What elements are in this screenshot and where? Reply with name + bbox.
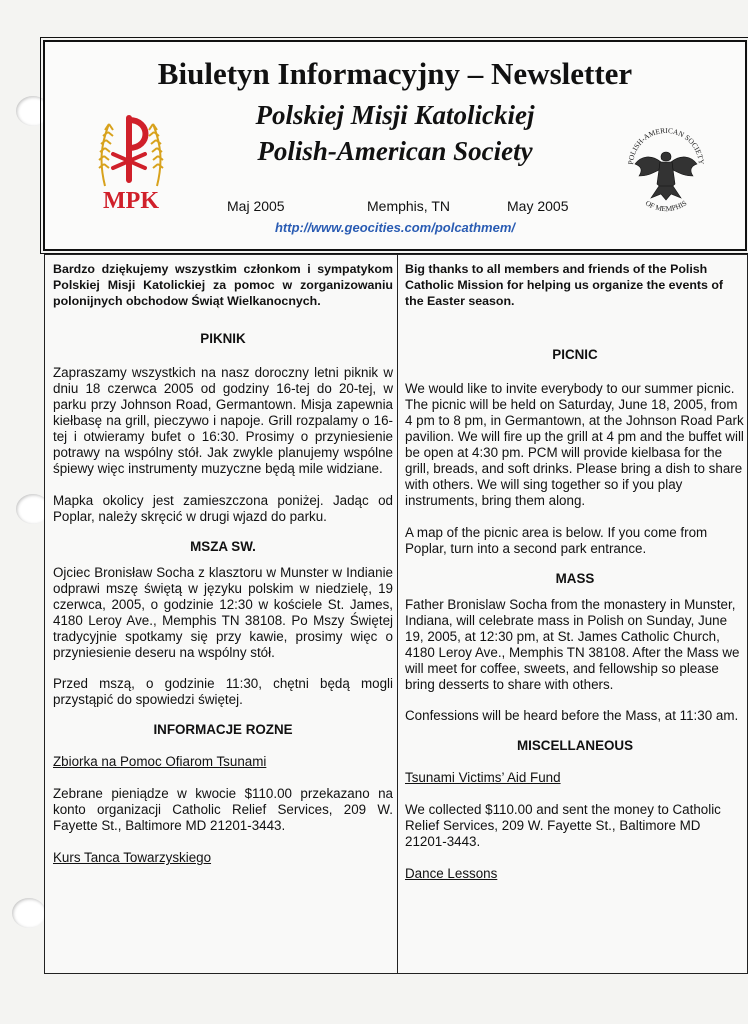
issue-date-english: May 2005 [507, 198, 569, 214]
polish-column [53, 261, 393, 866]
intro-text: Big thanks to all members and friends of the Polish Catholic Mission for helping us organize the events of the Easter season. [405, 262, 724, 308]
mass-text: Father Bronislaw Socha from the monastery in Munster, Indiana, will celebrate mass in Polish on Sunday, June 19, 2005, at 12:30 pm, at St. James Catholic Church, 4180 Leroy Ave., Memphis TN 38108. After the Mass we will meet for coffee, sweets, and fellowship so please bring desserts to share with others. [405, 597, 740, 692]
tsunami-text: We collected $110.00 and sent the money to Catholic Relief Services, 209 W. Fayette St., Baltimore MD 21201-3443. [405, 802, 721, 849]
website-link[interactable]: http://www.geocities.com/polcathmem/ [274, 220, 516, 235]
column-divider [397, 255, 398, 973]
mass-text: Ojciec Bronisław Socha z klasztoru w Munster w Indianie odprawi mszę świętą w języku polskim w niedzielę, 19 czerwca, 2005, o godzinie 12:30 w kościele St. James, 4180 Leroy Ave., Memphis TN 38108. Po Mszy Świętej tradycyjnie spotkamy się przy kawie, prosimy więc o przyniesienie deseru na wspólny stół. [53, 565, 393, 660]
dance-title: Kurs Tanca Towarzyskiego [53, 850, 212, 865]
tsunami-text: Zebrane pieniądze w kwocie $110.00 przekazano na konto organizacji Catholic Relief Services, 209 W. Fayette St., Baltimore MD 21201-3443. [53, 786, 393, 833]
mass-heading: MSZA SW. [190, 539, 256, 554]
picnic-map-text: A map of the picnic area is below. If you come from Poplar, turn into a second park entrance. [405, 525, 708, 556]
mpk-logo [91, 110, 171, 214]
subtitle-polish: Polskiej Misji Katolickiej [255, 100, 535, 130]
issue-city: Memphis, TN [367, 198, 450, 214]
chi-rho-icon [113, 118, 146, 180]
mass-heading: MASS [555, 571, 595, 586]
dance-title: Dance Lessons [405, 866, 498, 881]
misc-heading: INFORMACJE ROZNE [153, 722, 293, 737]
picnic-heading: PIKNIK [200, 331, 246, 346]
tsunami-title: Tsunami Victims’ Aid Fund [405, 770, 561, 785]
picnic-map-text: Mapka okolicy jest zamieszczona poniżej. Jadąc od Poplar, należy skręcić w drugi wjazd do parku. [53, 493, 393, 524]
newsletter-header [43, 40, 747, 251]
intro-text: Bardzo dziękujemy wszystkim członkom i sympatykom Polskiej Misji Katolickiej za pomoc w zorganizowaniu polonijnych obchodow Świąt Wielkanocnych. [53, 262, 393, 308]
mpk-logo-text: MPK [103, 188, 159, 214]
confession-text: Przed mszą, o godzinie 11:30, chętni będą mogli przystąpić do spowiedzi świętej. [53, 676, 393, 707]
newsletter-title: Biuletyn Informacyjny – Newsletter [157, 56, 633, 91]
picnic-heading: PICNIC [552, 347, 598, 362]
seal-top-text: POLISH-AMERICAN SOCIETY [625, 125, 707, 165]
tsunami-title: Zbiorka na Pomoc Ofiarom Tsunami [53, 754, 267, 769]
punch-hole-bottom [12, 898, 46, 928]
picnic-text: We would like to invite everybody to our summer picnic. The picnic will be held on Saturday, June 18, 2005, from 4 pm to 8 pm, in Germantown, at the Johnson Road Park pavilion. We will fire up the grill at 4 pm and the buffet will be open at 4:30 pm. PCM will provide kielbasa for the grill, breads, and soft drinks. Please bring a dish to share with others. We will sing together so if you play instruments, bring them along. [405, 381, 744, 508]
confession-text: Confessions will be heard before the Mass, at 11:30 am. [405, 708, 739, 723]
svg-text:OF MEMPHIS [644, 198, 688, 213]
eagle-icon [635, 152, 697, 200]
subtitle-english: Polish-American Society [257, 136, 533, 166]
newsletter-body [44, 254, 748, 974]
issue-date-polish: Maj 2005 [227, 198, 285, 214]
seal-bottom-text: OF MEMPHIS [643, 198, 689, 214]
picnic-text: Zapraszamy wszystkich na nasz doroczny letni piknik w dniu 18 czerwca 2005 od godziny 16-tej do 20-tej, w parku przy Johnson Road, Germantown. Misja zapewnia kiełbasę na grill, pieczywo i napoje. Grill rozpalamy o 16-tej i otwieramy bufet o 16:30. Prosimy o przyniesienie potrawy na wspólny stół. Jak zwykle planujemy wspólne śpiewy więc instrumenty muzyczne będą mile widziane. [53, 365, 393, 476]
polish-american-society-seal [621, 112, 711, 224]
english-column [405, 261, 745, 882]
misc-heading: MISCELLANEOUS [516, 738, 634, 753]
